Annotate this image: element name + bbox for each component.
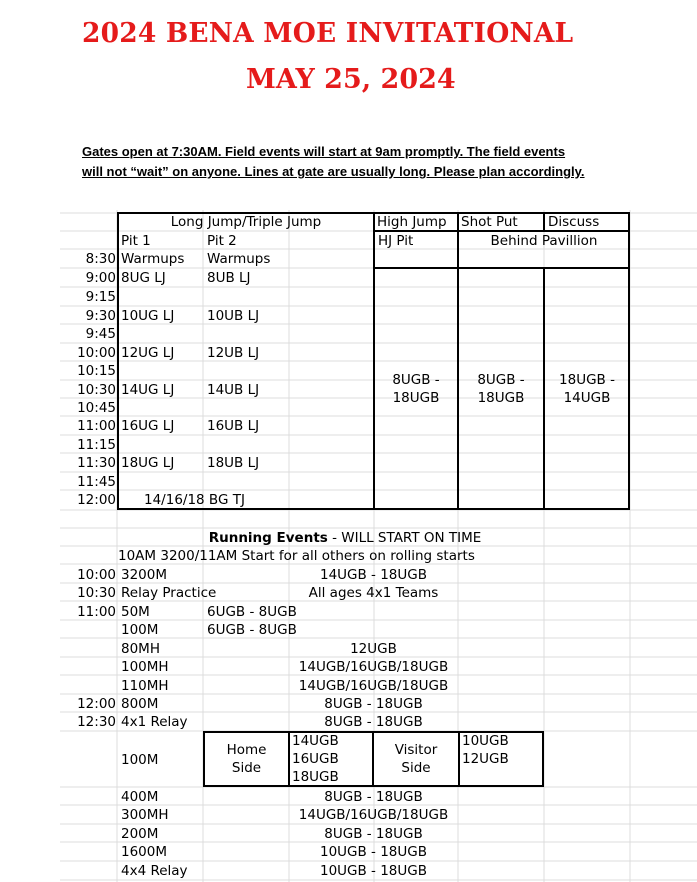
field-time: 8:30 [85,251,116,267]
page-title: 2024 BENA MOE INVITATIONAL [82,18,574,49]
run-groups: 8UGB - 18UGB [324,714,423,730]
field-pit1: 10UG LJ [121,308,175,324]
run-groups: 8UGB - 18UGB [324,696,423,712]
run-groups: 6UGB - 8UGB [207,604,297,620]
field-time: 11:15 [77,437,116,453]
run-event: 1600M [121,844,168,860]
field-time: 9:45 [85,326,116,342]
sp-range: 8UGB - 18UGB [477,372,525,406]
run-event: 200M [121,826,159,842]
hj-range: 8UGB - 18UGB [392,372,440,406]
field-time: 12:00 [77,492,116,508]
notice-line-1: Gates open at 7:30AM. Field events will start at 9am promptly. The field events [82,144,566,159]
field-time: 11:30 [77,455,116,471]
field-time: 9:15 [85,289,116,305]
notice-text [82,142,585,182]
field-pit1: 12UG LJ [121,345,175,361]
field-pit2: Warmups [207,251,271,267]
field-pit2: 8UB LJ [207,270,251,286]
run-time: 10:00 [77,567,116,583]
run-event: 50M [121,604,150,620]
run-event: 110MH [121,678,169,694]
field-pit2: 12UB LJ [207,345,260,361]
field-time: 11:00 [77,418,116,434]
field-pit2: 14UB LJ [207,382,260,398]
field-time: 10:45 [77,400,116,416]
run-groups: 10UGB - 18UGB [319,863,428,879]
home-side-label: Home Side [226,742,267,776]
field-time: 10:30 [77,382,116,398]
header-shot-put: Shot Put [461,214,518,230]
run-groups: 14UGB/16UGB/18UGB [298,807,449,823]
discus-range: 18UGB - 14UGB [559,372,615,406]
event-date: MAY 25, 2024 [246,64,456,95]
run-groups: 12UGB [350,641,397,657]
visitor-side-label: Visitor Side [394,742,438,776]
field-pit2: 10UB LJ [207,308,260,324]
field-pit1: 14UG LJ [121,382,175,398]
run-event: Relay Practice [121,585,217,601]
field-pit1: Warmups [121,251,185,267]
run-groups: 6UGB - 8UGB [207,622,297,638]
sub-pit-2: Pit 2 [207,233,237,249]
run-time: 11:00 [77,604,116,620]
run-event: 400M [121,789,159,805]
run-event: 80MH [121,641,160,657]
field-time: 10:00 [77,345,116,361]
run-groups: 8UGB - 18UGB [324,789,423,805]
sub-pit-1: Pit 1 [121,233,151,249]
sub-hj-pit: HJ Pit [378,233,414,249]
run-groups: 14UGB/16UGB/18UGB [298,659,449,675]
field-time: 11:45 [77,474,116,490]
run-event: 100MH [121,659,169,675]
field-pit1: 18UG LJ [121,455,175,471]
field-pit1: 14/16/18 BG TJ [144,492,245,508]
run-time: 10:30 [77,585,116,601]
split-event: 100M [121,752,159,768]
run-event: 4x4 Relay [121,863,188,879]
run-time: 12:30 [77,714,116,730]
running-subtitle: 10AM 3200/11AM Start for all others on rolling starts [118,548,475,564]
header-long-jump: Long Jump/Triple Jump [170,214,322,230]
field-pit2: 16UB LJ [207,418,260,434]
run-groups: 14UGB - 18UGB [319,567,428,583]
field-pit1: 16UG LJ [121,418,175,434]
field-pit2: 18UB LJ [207,455,260,471]
header-discus: Discuss [548,214,600,230]
run-event: 4x1 Relay [121,714,188,730]
run-time: 12:00 [77,696,116,712]
visitor-groups: 10UGB 12UGB [462,733,509,767]
run-groups: All ages 4x1 Teams [308,585,439,601]
sub-behind-pavillion: Behind Pavillion [490,233,598,249]
running-title: Running Events - WILL START ON TIME [208,530,482,546]
field-time: 9:00 [85,270,116,286]
run-event: 100M [121,622,159,638]
run-event: 800M [121,696,159,712]
run-event: 300MH [121,807,169,823]
field-pit1: 8UG LJ [121,270,166,286]
run-groups: 14UGB/16UGB/18UGB [298,678,449,694]
header-high-jump: High Jump [377,214,447,230]
home-groups: 14UGB 16UGB 18UGB [292,733,339,785]
field-time: 10:15 [77,363,116,379]
field-time: 9:30 [85,308,116,324]
run-groups: 10UGB - 18UGB [319,844,428,860]
notice-line-2: will not “wait” on anyone. Lines at gate are usually long. Please plan accordingly. [82,164,585,179]
run-event: 3200M [121,567,168,583]
run-groups: 8UGB - 18UGB [324,826,423,842]
